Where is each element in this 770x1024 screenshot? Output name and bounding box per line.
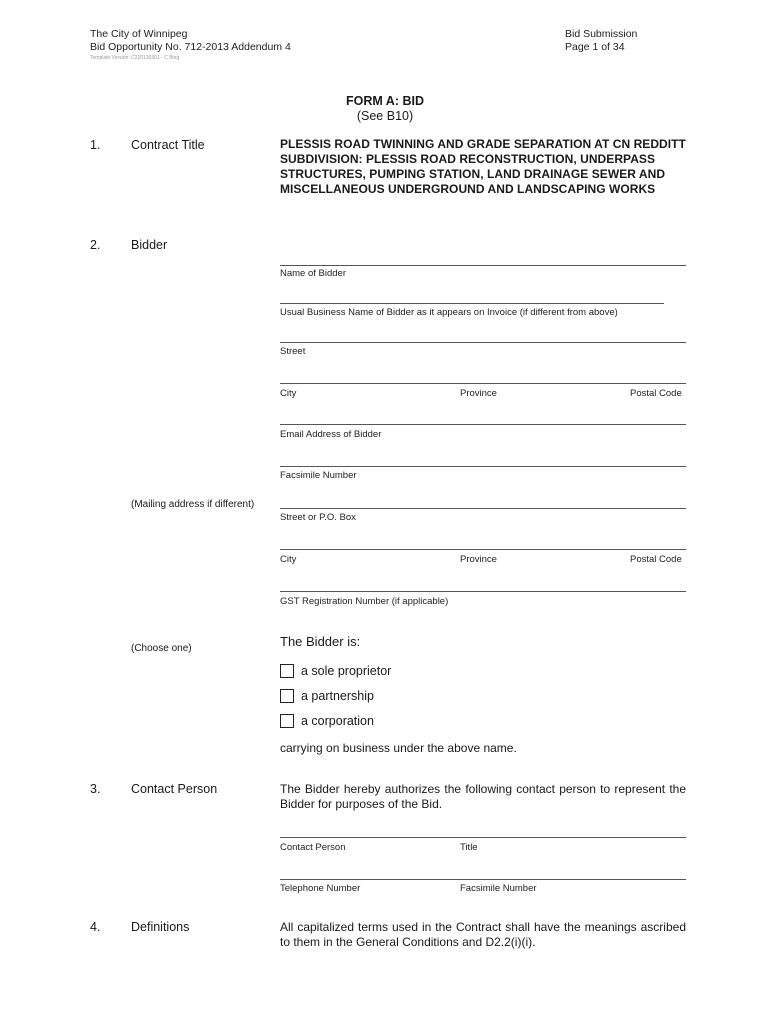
contact-fax-caption: Facsimile Number [460,883,537,894]
bidder-name-field[interactable] [280,265,686,266]
postal-code-caption: Postal Code [630,388,682,399]
telephone-caption: Telephone Number [280,883,361,894]
sole-proprietor-checkbox[interactable] [280,664,294,678]
business-name-caption: Usual Business Name of Bidder as it appears on Invoice (if different from above) [280,307,618,318]
mailing-postal-code-caption: Postal Code [630,554,682,565]
contract-title: PLESSIS ROAD TWINNING AND GRADE SEPARATION AT CN REDDITT SUBDIVISION: PLESSIS ROAD RECONSTRUCTION, UNDERPASS STRUCTURES, PUMPING STATION, LAND DRAINAGE SEWER AND MISCELLANEOUS UNDERGROUND AND LANDSCAPING WORKS [280,137,686,196]
header-right [565,28,637,54]
header-opportunity: Bid Opportunity No. 712-2013 Addendum 4 [90,41,291,53]
header-doc-type: Bid Submission [565,28,638,40]
contact-title-field[interactable] [280,837,686,838]
email-caption: Email Address of Bidder [280,429,382,440]
street-field[interactable] [280,342,686,343]
gst-field[interactable] [280,591,686,592]
corporation-label: a corporation [301,714,374,728]
section-3-label: Contact Person [131,782,218,796]
business-name-field[interactable] [280,303,664,304]
mailing-province-caption: Province [460,554,497,565]
section-4-label: Definitions [131,920,190,934]
carrying-on-business-text: carrying on business under the above name. [280,741,517,755]
section-2-number: 2. [90,238,101,252]
form-subtitle: (See B10) [356,109,414,123]
bidder-name-caption: Name of Bidder [280,268,347,279]
header-left [90,28,291,54]
partnership-checkbox[interactable] [280,689,294,703]
section-1-label: Contract Title [131,138,205,152]
bidder-is-label: The Bidder is: [280,634,361,649]
fax-caption: Facsimile Number [280,470,357,481]
gst-caption: GST Registration Number (if applicable) [280,596,449,607]
definitions-text: All capitalized terms used in the Contract shall have the meanings ascribed to them in the General Conditions and D2.2(i)(i). [280,920,686,949]
template-version: Template Version: C220130301 - C Bing [90,55,180,61]
mailing-city-caption: City [280,554,297,565]
city-province-postal-field[interactable] [280,383,686,384]
mailing-street-field[interactable] [280,508,686,509]
section-1-number: 1. [90,138,101,152]
header-page: Page 1 of 34 [565,41,625,53]
email-field[interactable] [280,424,686,425]
contact-person-text: The Bidder hereby authorizes the following contact person to represent the Bidder for purposes of the Bid. [280,782,686,811]
street-caption: Street [280,346,306,357]
section-3-number: 3. [90,782,101,796]
mailing-street-caption: Street or P.O. Box [280,512,356,523]
section-4-number: 4. [90,920,101,934]
province-caption: Province [460,388,497,399]
corporation-checkbox[interactable] [280,714,294,728]
contact-person-caption: Contact Person [280,842,346,853]
phone-fax-field[interactable] [280,879,686,880]
mailing-address-label: (Mailing address if different) [131,499,255,510]
section-2-label: Bidder [131,238,168,252]
choose-one-label: (Choose one) [131,643,192,654]
fax-field[interactable] [280,466,686,467]
sole-proprietor-label: a sole proprietor [301,664,392,678]
mailing-city-province-postal-field[interactable] [280,549,686,550]
form-title: FORM A: BID [346,94,424,108]
city-caption: City [280,388,297,399]
header-org: The City of Winnipeg [90,28,188,40]
title-caption: Title [460,842,478,853]
partnership-label: a partnership [301,689,374,703]
